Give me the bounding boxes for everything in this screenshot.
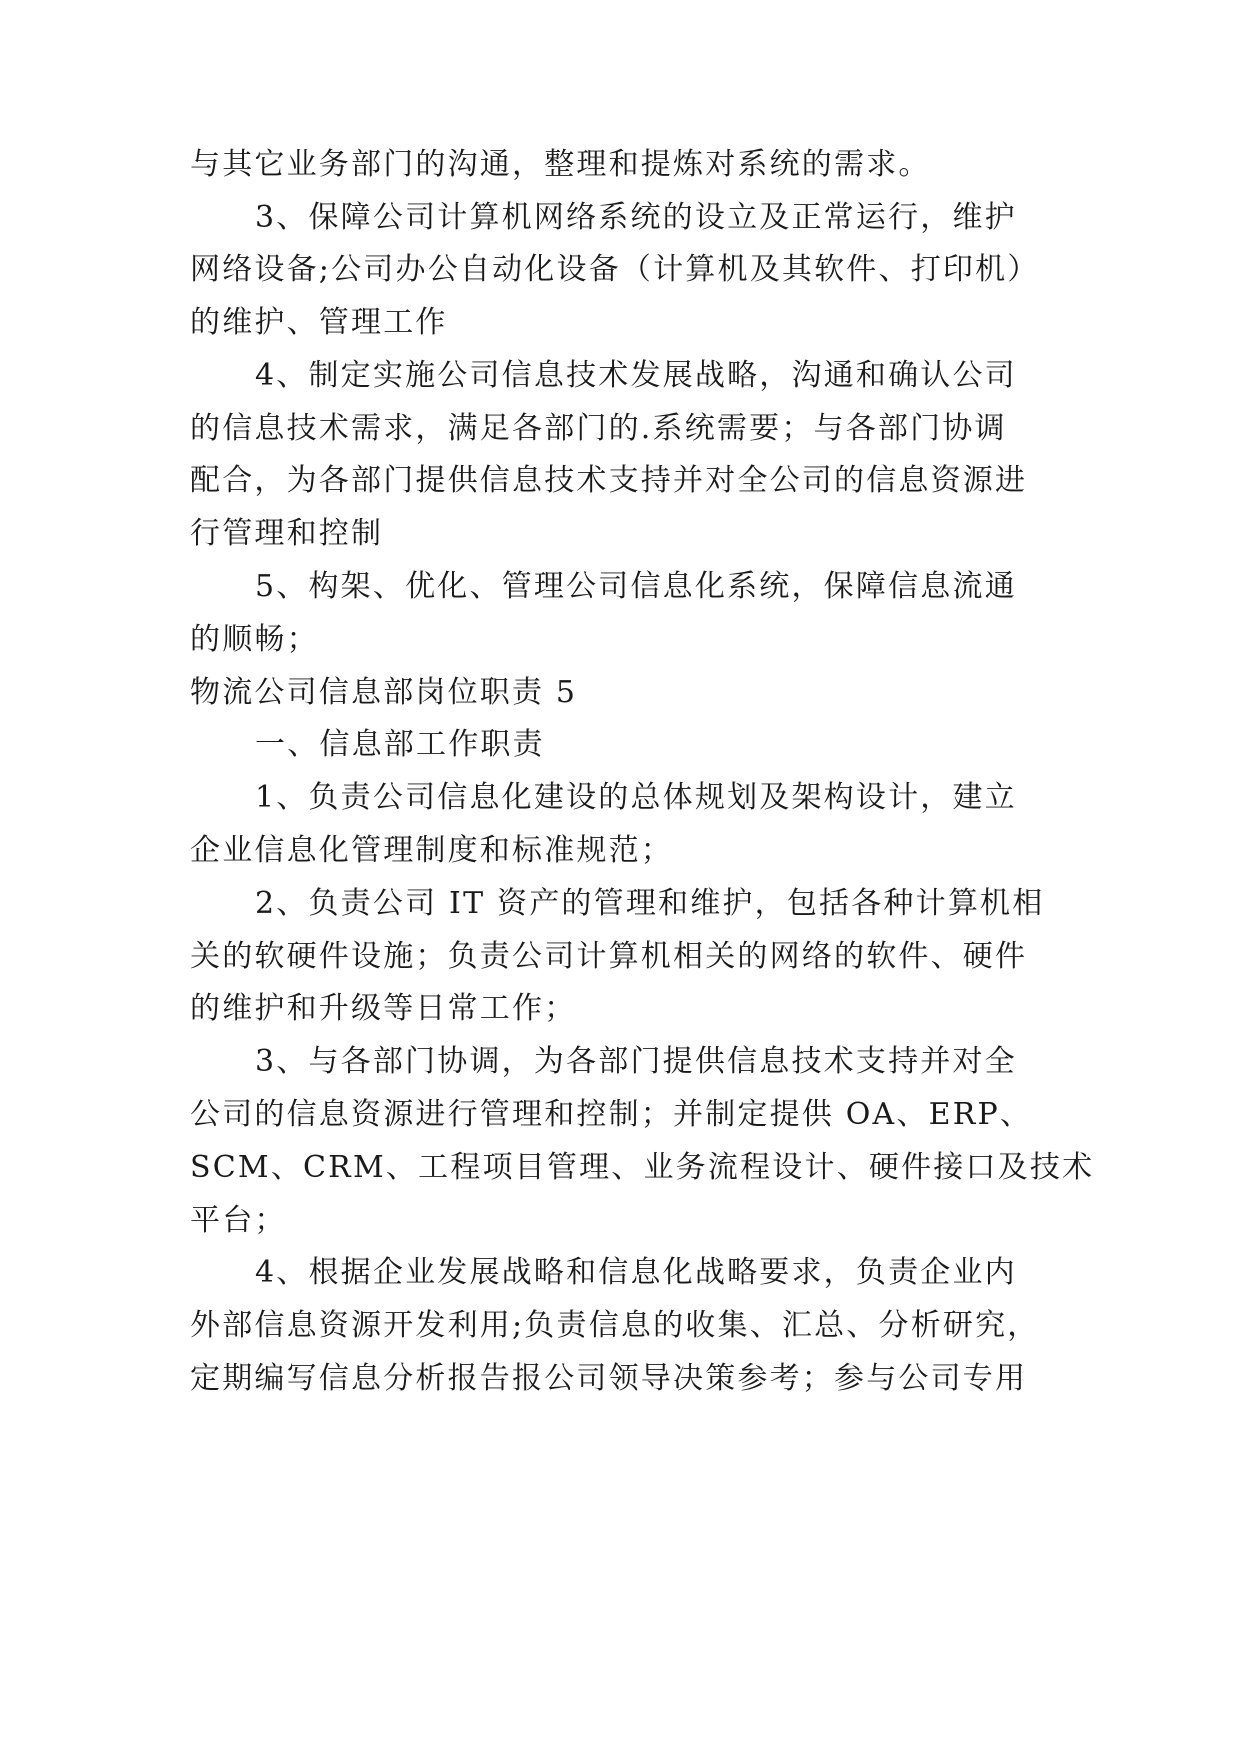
paragraph-line: 的维护和升级等日常工作；	[190, 991, 577, 1026]
paragraph-line: 的信息技术需求，满足各部门的.系统需要；与各部门协调	[190, 411, 1007, 446]
paragraph-line: SCM、CRM、工程项目管理、业务流程设计、硬件接口及技术	[190, 1150, 1095, 1185]
section-title: 物流公司信息部岗位职责 5	[190, 675, 578, 710]
paragraph-line: 公司的信息资源进行管理和控制；并制定提供 OA、ERP、	[190, 1097, 1033, 1132]
paragraph-line: 3、保障公司计算机网络系统的设立及正常运行，维护	[255, 200, 1017, 235]
paragraph-line: 企业信息化管理制度和标准规范；	[190, 833, 673, 868]
paragraph-line: 外部信息资源开发利用;负责信息的收集、汇总、分析研究，	[190, 1308, 1040, 1343]
paragraph-line: 3、与各部门协调，为各部门提供信息技术支持并对全	[255, 1044, 1017, 1079]
paragraph-line: 网络设备;公司办公自动化设备（计算机及其软件、打印机）	[190, 252, 1040, 287]
paragraph-line: 2、负责公司 IT 资产的管理和维护，包括各种计算机相	[255, 886, 1045, 921]
section-heading: 一、信息部工作职责	[255, 727, 545, 762]
paragraph-line: 平台；	[190, 1203, 287, 1238]
paragraph-line: 4、根据企业发展战略和信息化战略要求，负责企业内	[255, 1255, 1017, 1290]
paragraph-line: 5、构架、优化、管理公司信息化系统，保障信息流通	[255, 569, 1017, 604]
paragraph-line: 与其它业务部门的沟通，整理和提炼对系统的需求。	[190, 147, 931, 182]
paragraph-line: 的维护、管理工作	[190, 305, 448, 340]
paragraph-line: 1、负责公司信息化建设的总体规划及架构设计，建立	[255, 780, 1017, 815]
paragraph-line: 4、制定实施公司信息技术发展战略，沟通和确认公司	[255, 358, 1017, 393]
paragraph-line: 定期编写信息分析报告报公司领导决策参考；参与公司专用	[190, 1361, 1028, 1396]
paragraph-line: 关的软硬件设施；负责公司计算机相关的网络的软件、硬件	[190, 939, 1028, 974]
paragraph-line: 的顺畅；	[190, 622, 319, 657]
paragraph-line: 行管理和控制	[190, 516, 384, 551]
paragraph-line: 配合，为各部门提供信息技术支持并对全公司的信息资源进	[190, 463, 1028, 498]
